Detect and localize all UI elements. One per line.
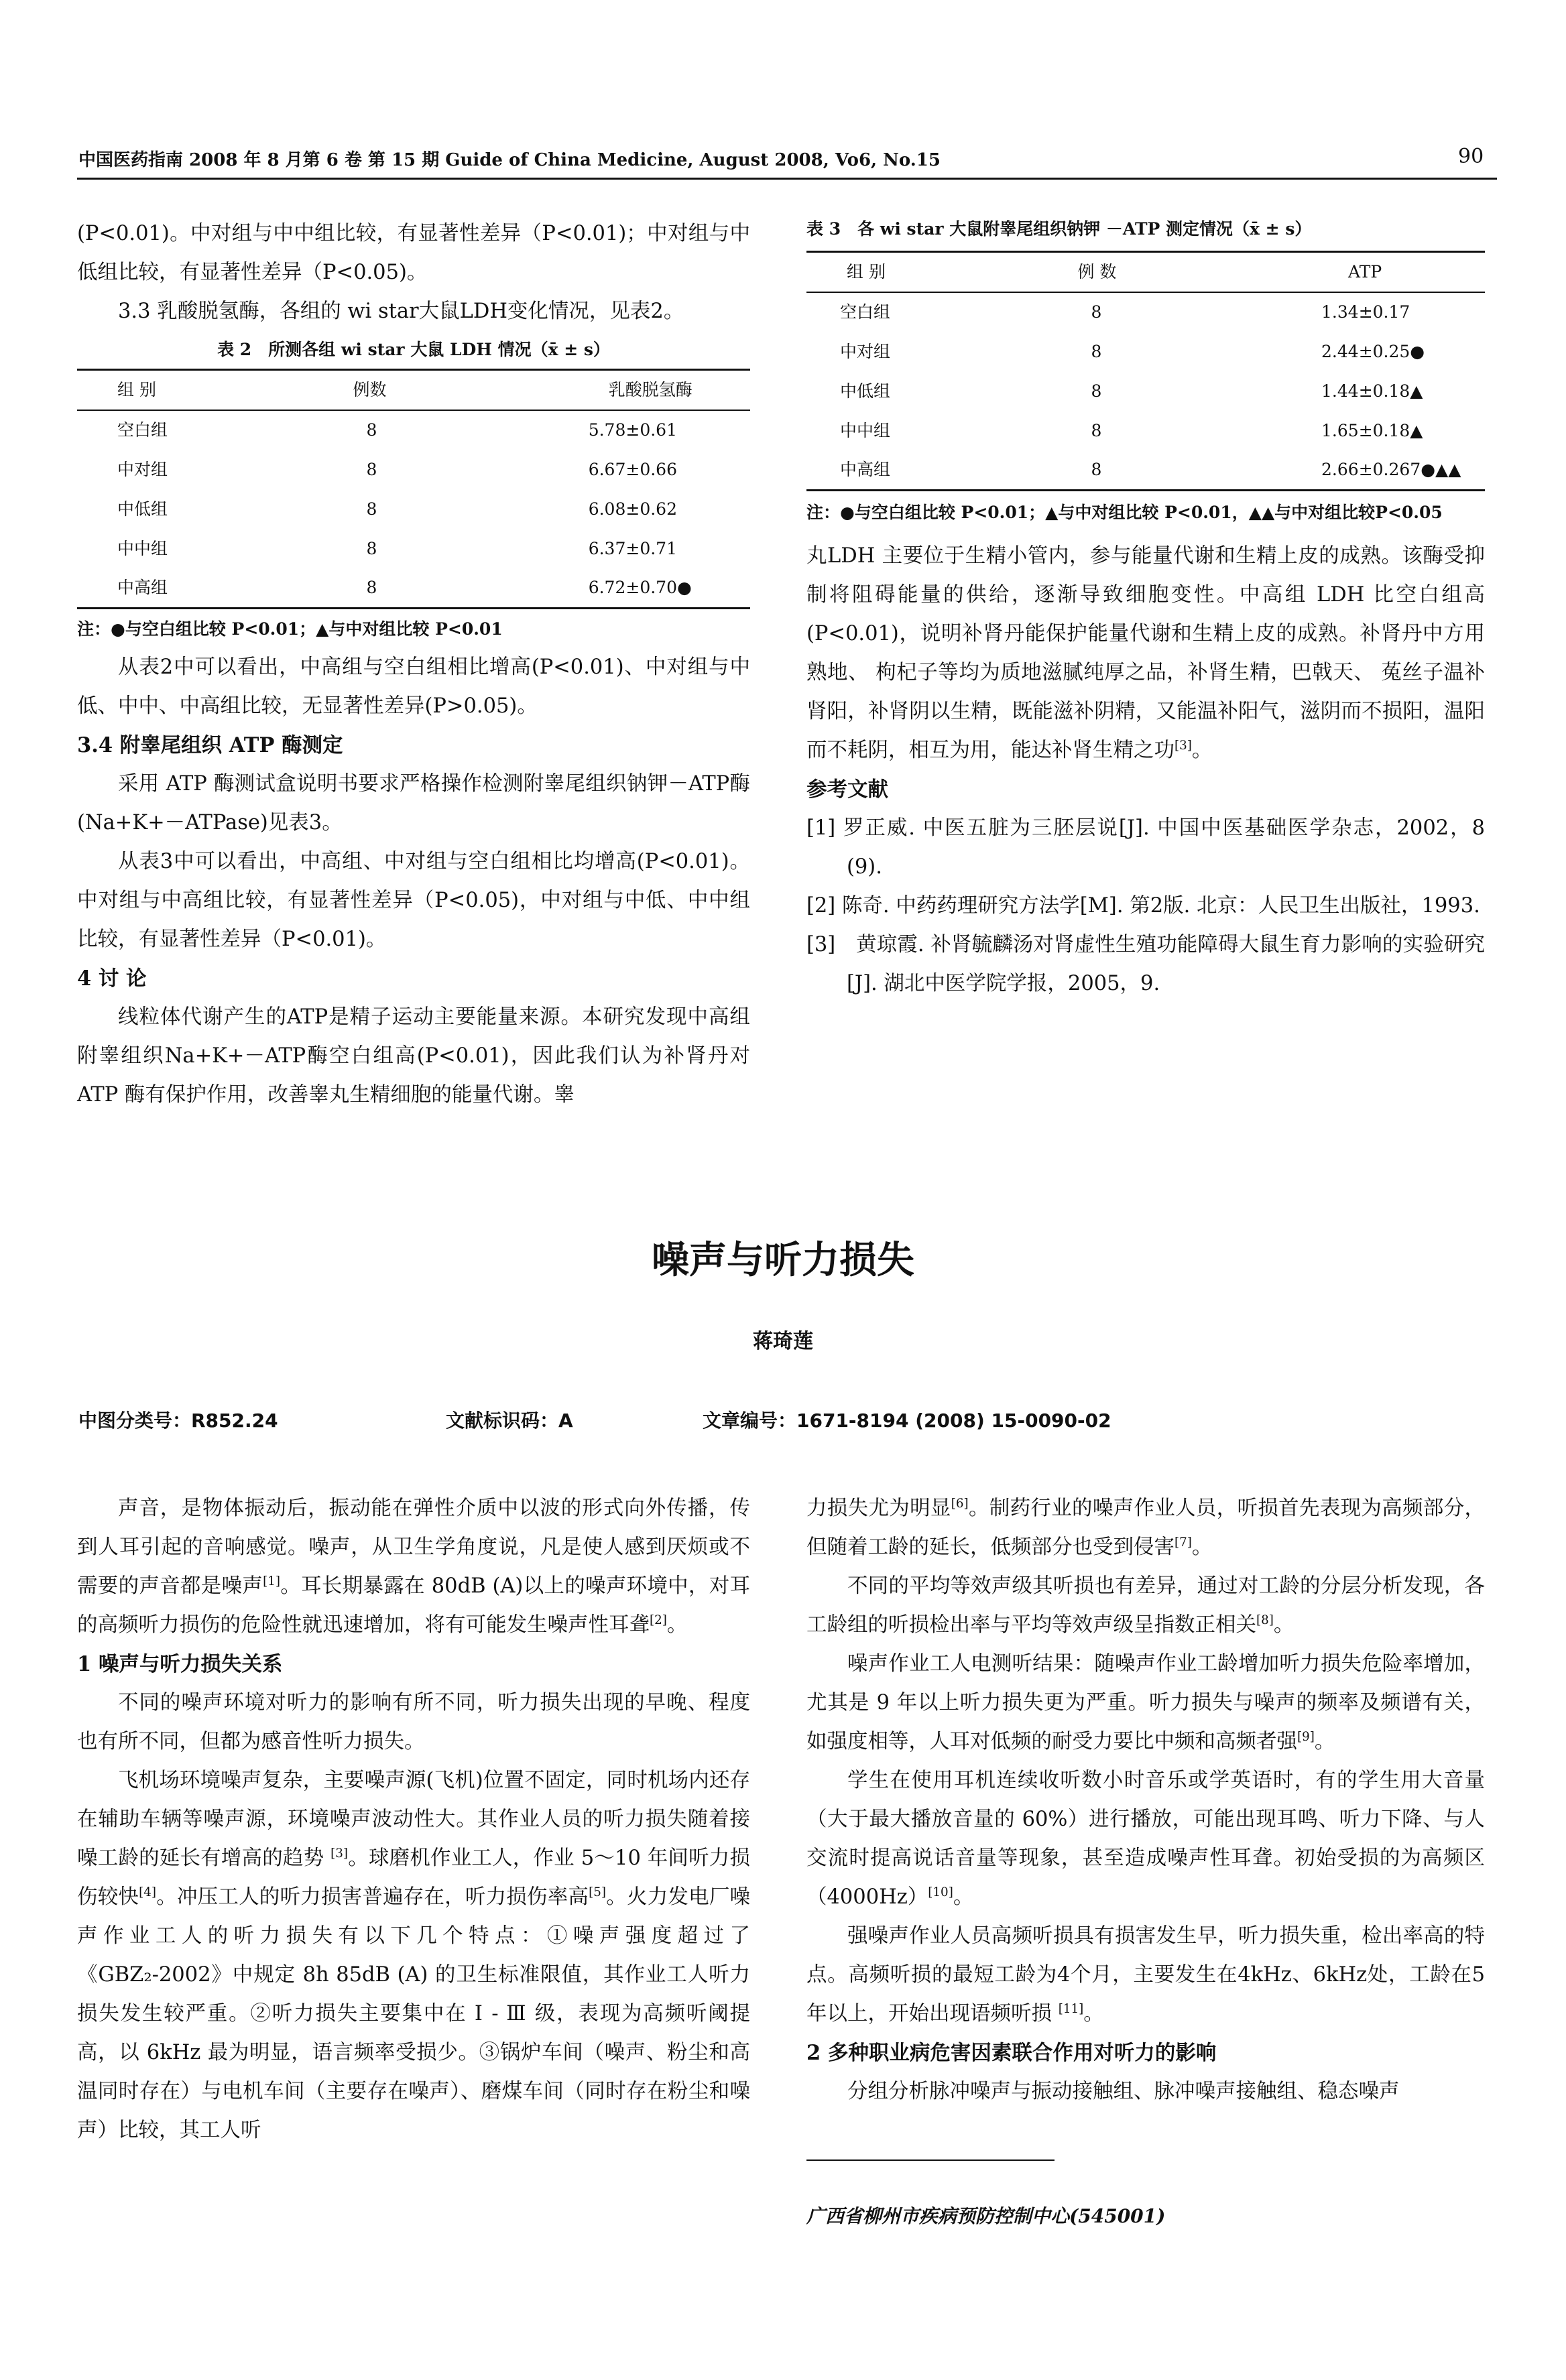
- table-header: 组 别: [77, 370, 333, 411]
- citation: [6]: [951, 1496, 969, 1511]
- table-cell: 1.44±0.18▲: [1321, 381, 1423, 401]
- paragraph: [77, 1489, 750, 1645]
- table-cell: 6.08±0.62: [588, 499, 677, 519]
- table-row: [77, 489, 750, 529]
- table-header: 组 别: [806, 252, 1057, 293]
- bottom-left-column: [77, 1489, 750, 2150]
- paragraph: [806, 1761, 1485, 1917]
- table-cell: 2.44±0.25●: [1321, 341, 1425, 361]
- author-affiliation: 广西省柳州市疾病预防控制中心(545001): [806, 2205, 1166, 2227]
- citation: [9]: [1297, 1729, 1315, 1744]
- paragraph-text: 强噪声作业人员高频听损具有损害发生早，听力损失重，检出率高的特点。高频听损的最短工龄为4个月，主要发生在4kHz、6kHz处，工龄在5年以上，开始出现语频听损: [806, 1924, 1485, 2025]
- footnote-rule: [806, 2159, 1055, 2161]
- table-row: [806, 292, 1485, 332]
- clc-number: 中图分类号：R852.24: [78, 1410, 278, 1432]
- references-title: 参考文献: [806, 777, 888, 802]
- table-header: 乳酸脱氢酶: [535, 370, 750, 411]
- table-3-grid: [806, 251, 1485, 491]
- top-right-column: [806, 214, 1485, 1003]
- table-cell: 空白组: [840, 302, 891, 322]
- paragraph-text: 噪声作业工人电测听结果：随噪声作业工龄增加听力损失危险率增加，尤其是 9 年以上听力损失更为严重。听力损失与噪声的频率及频谱有关，如强度相等，人耳对低频的耐受力要比中频和高频者强: [806, 1652, 1485, 1753]
- citation: [3]: [1174, 738, 1192, 753]
- paragraph-text: 。球磨机作业工人，作业 5～10 年间听力损伤较快: [77, 1846, 750, 1909]
- table-header: 例数: [333, 370, 535, 411]
- table-2-note: 注：●与空白组比较 P<0.01；▲与中对组比较 P<0.01: [77, 619, 503, 639]
- table-cell: 中低组: [117, 499, 168, 519]
- table-3: [806, 214, 1485, 527]
- reference-item: [1] 罗正威. 中医五脏为三胚层说[J]. 中国中医基础医学杂志，2002，8 (9).: [806, 816, 1485, 879]
- table-cell: 8: [366, 420, 377, 440]
- table-row: [77, 529, 750, 568]
- citation: [8]: [1256, 1613, 1274, 1627]
- table-header: ATP: [1261, 252, 1485, 293]
- paragraph-text: 不同的平均等效声级其听损也有差异，通过对工龄的分层分析发现，各工龄组的听损检出率与平均等效声级呈指数正相关: [806, 1574, 1485, 1637]
- paragraph-text: 。: [1083, 2002, 1104, 2025]
- paragraph-text: 。冲压工人的听力损害普遍存在，听力损伤率高: [156, 1885, 589, 1909]
- reference-item: [2] 陈奇. 中药药理研究方法学[M]. 第2版. 北京：人民卫生出版社，1993.: [806, 894, 1480, 918]
- paragraph-text: 。制药行业的噪声作业人员，听损首先表现为高频部分，但随着工龄的延长，低频部分也受到侵害: [806, 1497, 1486, 1559]
- table-2: [77, 335, 750, 644]
- table-cell: 中低组: [840, 381, 891, 401]
- table-cell: 6.67±0.66: [588, 459, 677, 479]
- table-row: [77, 450, 750, 489]
- table-cell: 5.78±0.61: [588, 420, 677, 440]
- citation: [7]: [1174, 1535, 1192, 1550]
- citation: [11]: [1058, 2001, 1084, 2016]
- section-1-heading: 1 噪声与听力损失关系: [77, 1652, 283, 1676]
- paragraph-text: 。: [1191, 1536, 1213, 1559]
- table-row: [806, 371, 1485, 411]
- table-cell: 1.65±0.18▲: [1321, 420, 1423, 440]
- paragraph-text: 。: [666, 1613, 688, 1637]
- paragraph: 分组分析脉冲噪声与振动接触组、脉冲噪声接触组、稳态噪声: [847, 2080, 1400, 2103]
- article-number: 文章编号：1671-8194 (2008) 15-0090-02: [703, 1410, 1111, 1432]
- table-row: [806, 332, 1485, 371]
- citation: [2]: [650, 1613, 667, 1627]
- paragraph: [806, 1489, 1485, 1567]
- top-left-column: [77, 214, 750, 1115]
- paragraph: [806, 1645, 1485, 1761]
- table-cell: 中对组: [117, 459, 168, 479]
- table-cell: 8: [1091, 420, 1102, 440]
- header-rule: [77, 178, 1497, 180]
- table-cell: 8: [1057, 450, 1261, 491]
- table-cell: 6.72±0.70●: [535, 568, 750, 609]
- table-cell: 中高组: [806, 450, 1057, 491]
- page-number: 90: [1458, 145, 1484, 168]
- paragraph-text: 学生在使用耳机连续收听数小时音乐或学英语时，有的学生用大音量（大于最大播放音量的 60%）进行播放，可能出现耳鸣、听力下降、与人交流时提高说话音量等现象，甚至造成噪声性耳聋。初始受损的为高频区（4000Hz）: [806, 1769, 1485, 1909]
- table-cell: 6.37±0.71: [588, 538, 677, 558]
- table-cell: 8: [366, 538, 377, 558]
- table-3-caption: 表 3 各 wi star 大鼠附睾尾组织钠钾 －ATP 测定情况（x̄ ± s）: [806, 219, 1312, 239]
- paragraph: [77, 1761, 750, 2150]
- table-cell: 8: [1091, 381, 1102, 401]
- table-cell: 中高组: [77, 568, 333, 609]
- table-cell: 8: [1091, 302, 1102, 322]
- table-cell: 2.66±0.267●▲▲: [1261, 450, 1485, 491]
- table-row: [77, 568, 750, 609]
- reference-item: [3] 黄琼霞. 补肾毓麟汤对肾虚性生殖功能障碍大鼠生育力影响的实验研究[J]. 湖北中医学院学报，2005，9.: [806, 933, 1485, 995]
- table-3-note: 注：●与空白组比较 P<0.01；▲与中对组比较 P<0.01，▲▲与中对组比较P<0.05: [806, 503, 1443, 522]
- paragraph: 不同的噪声环境对听力的影响有所不同，听力损失出现的早晚、程度也有所不同，但都为感音性听力损失。: [77, 1691, 750, 1753]
- document-code: 文献标识码：A: [446, 1410, 573, 1432]
- paragraph-text: 。: [1191, 739, 1213, 762]
- bottom-right-column: [806, 1489, 1485, 2111]
- citation: [10]: [928, 1885, 953, 1899]
- table-cell: 中对组: [840, 341, 891, 361]
- article-title: 噪声与听力损失: [652, 1239, 914, 1282]
- paragraph: 采用 ATP 酶测试盒说明书要求严格操作检测附睾尾组织钠钾－ATP酶(Na+K+－ATPase)见表3。: [77, 772, 750, 834]
- paragraph-text: 。: [1273, 1613, 1294, 1637]
- paragraph: [806, 1567, 1485, 1645]
- paragraph-text: 。: [953, 1885, 974, 1909]
- paragraph: 从表3中可以看出，中高组、中对组与空白组相比均增高(P<0.01)。中对组与中高组比较，有显著性差异（P<0.05)，中对组与中低、中中组比较，有显著性差异（P<0.01)。: [77, 850, 750, 951]
- table-header: 例 数: [1057, 252, 1261, 293]
- section-3-3: 3.3 乳酸脱氢酶，各组的 wi star大鼠LDH变化情况，见表2。: [118, 300, 684, 323]
- citation: [5]: [589, 1885, 607, 1899]
- table-header-row: [806, 252, 1485, 293]
- table-cell: 8: [366, 499, 377, 519]
- table-row: [806, 411, 1485, 450]
- paragraph-text: 。火力发电厂噪声作业工人的听力损失有以下几个特点：①噪声强度超过了《GBZ₂-2002》中规定 8h 85dB (A) 的卫生标准限值，其作业工人听力损失发生较严重。②听力损失主要集中在 Ⅰ - Ⅲ 级，表现为高频听阈提高，以 6kHz 最为明显，语言频率受损少。③锅炉车间（噪声、粉尘和高温同时存在）与电机车间（主要存在噪声）、磨煤车间（同时存在粉尘和噪声）比较，其工人听: [77, 1885, 751, 2142]
- table-2-caption: 表 2 所测各组 wi star 大鼠 LDH 情况（x̄ ± s）: [217, 340, 610, 359]
- section-2-heading: 2 多种职业病危害因素联合作用对听力的影响: [806, 2041, 1217, 2065]
- table-cell: 8: [1091, 341, 1102, 361]
- table-2-grid: [77, 369, 750, 609]
- table-cell: 中中组: [840, 420, 891, 440]
- table-cell: 8: [333, 568, 535, 609]
- section-3-4: 3.4 附睾尾组织 ATP 酶测定: [77, 733, 343, 757]
- paragraph: 从表2中可以看出，中高组与空白组相比增高(P<0.01)、中对组与中低、中中、中高组比较，无显著性差异(P>0.05)。: [77, 655, 750, 718]
- table-row: [77, 410, 750, 450]
- citation: [4]: [139, 1885, 157, 1899]
- paragraph: [806, 1917, 1485, 2033]
- citation: [3]: [330, 1846, 349, 1861]
- paragraph-text: 声音，是物体振动后，振动能在弹性介质中以波的形式向外传播，传到人耳引起的音响感觉。噪声，从卫生学角度说，凡是使人感到厌烦或不需要的声音都是噪声: [77, 1497, 750, 1598]
- paragraph: [806, 537, 1485, 770]
- table-cell: 空白组: [117, 420, 168, 440]
- running-head: 中国医药指南 2008 年 8 月第 6 卷 第 15 期 Guide of China Medicine, August 2008, Vo6, No.15: [78, 150, 941, 170]
- paragraph-text: 力损失尤为明显: [806, 1497, 951, 1520]
- paragraph: (P<0.01)。中对组与中中组比较，有显著性差异（P<0.01)；中对组与中低组比较，有显著性差异（P<0.05)。: [77, 222, 750, 284]
- table-cell: 8: [366, 459, 377, 479]
- paragraph-text: 丸LDH 主要位于生精小管内，参与能量代谢和生精上皮的成熟。该酶受抑制将阻碍能量的供给，逐渐导致细胞变性。中高组 LDH 比空白组高(P<0.01)，说明补肾丹能保护能量代谢和生精上皮的成熟。补肾丹中方用熟地、 枸杞子等均为质地滋腻纯厚之品，补肾生精，巴戟天、 菟丝子温补肾阳，补肾阴以生精，既能滋补阴精，又能温补阳气，滋阴而不损阳，温阳而不耗阴，相互为用，能达补肾生精之功: [806, 544, 1485, 762]
- paragraph-text: 。耳长期暴露在 80dB (A)以上的噪声环境中，对耳的高频听力损伤的危险性就迅速增加，将有可能发生噪声性耳聋: [77, 1574, 750, 1637]
- table-header-row: [77, 370, 750, 411]
- paragraph-text: 。: [1314, 1730, 1335, 1753]
- table-row: [806, 450, 1485, 491]
- table-cell: 中中组: [117, 538, 168, 558]
- citation: [1]: [263, 1574, 280, 1588]
- section-4-heading: 4 讨 论: [77, 966, 147, 991]
- paragraph-text: 飞机场环境噪声复杂，主要噪声源(飞机)位置不固定，同时机场内还存在辅助车辆等噪声源，环境噪声波动性大。其作业人员的听力损失随着接噪工龄的延长有增高的趋势: [77, 1769, 750, 1870]
- article-author: 蒋琦莲: [753, 1330, 813, 1353]
- paragraph: 线粒体代谢产生的ATP是精子运动主要能量来源。本研究发现中高组附睾组织Na+K+－ATP酶空白组高(P<0.01)，因此我们认为补肾丹对 ATP 酶有保护作用，改善睾丸生精细胞的能量代谢。睾: [77, 1005, 750, 1107]
- table-cell: 1.34±0.17: [1321, 302, 1410, 322]
